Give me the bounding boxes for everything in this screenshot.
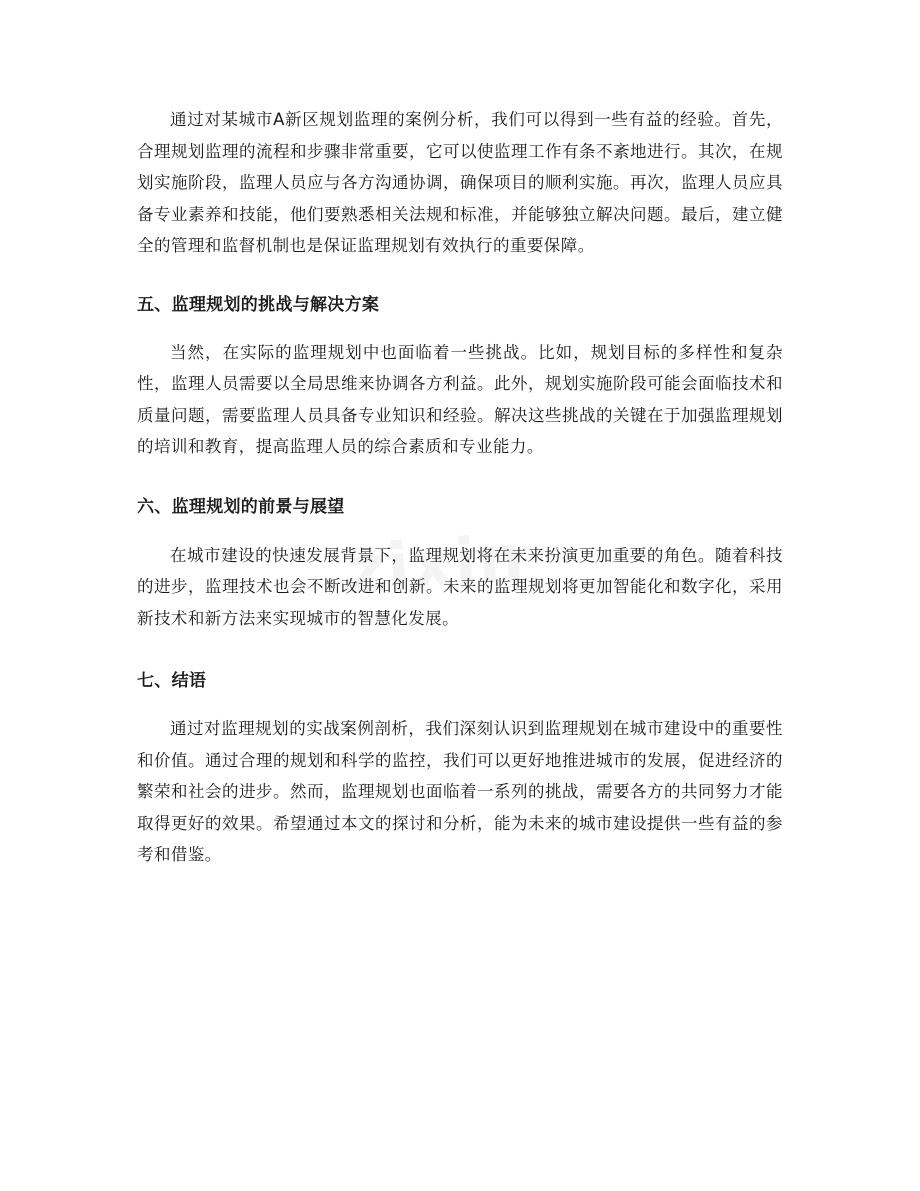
section-6-heading: 六、监理规划的前景与展望 (137, 496, 345, 517)
section-5-heading: 五、监理规划的挑战与解决方案 (137, 294, 380, 315)
intro-paragraph: 通过对某城市A新区规划监理的案例分析，我们可以得到一些有益的经验。首先，合理规划监理的流程和步骤非常重要，它可以使监理工作有条不紊地进行。其次，在规划实施阶段，监理人员应与各方沟通协调，确保项目的顺利实施。再次，监理人员应具备专业素养和技能，他们要熟悉相关法规和标准，并能够独立解决问题。最后，建立健全的管理和监督机制也是保证监理规划有效执行的重要保障。 (137, 110, 783, 255)
section-5-paragraph: 当然，在实际的监理规划中也面临着一些挑战。比如，规划目标的多样性和复杂性，监理人员需要以全局思维来协调各方利益。此外，规划实施阶段可能会面临技术和质量问题，需要监理人员具备专业知识和经验。解决这些挑战的关键在于加强监理规划的培训和教育，提高监理人员的综合素质和专业能力。 (137, 342, 783, 456)
section-7-paragraph: 通过对监理规划的实战案例剖析，我们深刻认识到监理规划在城市建设中的重要性和价值。通过合理的规划和科学的监控，我们可以更好地推进城市的发展，促进经济的繁荣和社会的进步。然而，监理规划也面临着一系列的挑战，需要各方的共同努力才能取得更好的效果。希望通过本文的探讨和分析，能为未来的城市建设提供一些有益的参考和借鉴。 (137, 719, 783, 864)
document-body (137, 104, 783, 871)
section-7-heading: 七、结语 (137, 671, 207, 691)
section-6-paragraph: 在城市建设的快速发展背景下，监理规划将在未来扮演更加重要的角色。随着科技的进步，监理技术也会不断改进和创新。未来的监理规划将更加智能化和数字化，采用新技术和新方法来实现城市的智慧化发展。 (137, 545, 783, 628)
